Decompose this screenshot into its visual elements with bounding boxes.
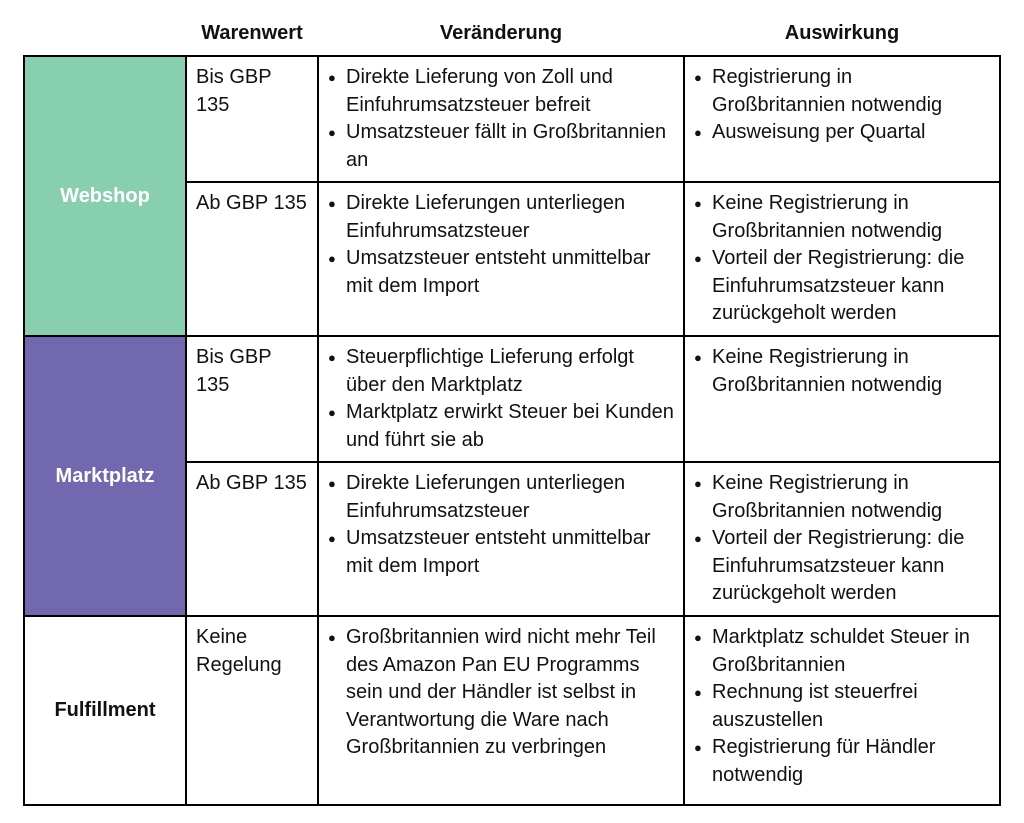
row-2-effect [684,182,1000,336]
header-auswirkung: Auswirkung [784,22,900,44]
category-webshop: Webshop [24,56,186,336]
list-item: ● Direkte Lieferung von Zoll und Einfuhrumsatzsteuer befreit [328,64,674,119]
list-item: ● Umsatzsteuer entsteht unmittelbar mit dem Import [328,245,674,300]
list-item: ● Keine Registrierung in Großbritannien notwendig [694,470,990,525]
header-warenwert: Warenwert [201,22,303,44]
row-1-effect [684,56,1000,182]
column-divider [317,55,319,806]
list-item: ● Großbritannien wird nicht mehr Teil des Amazon Pan EU Programms sein und der Händler ist selbst in Verantwortung die Ware nach Großbritannien zu verbringen [328,624,674,762]
row-3-effect [684,336,1000,462]
category-fulfillment: Fulfillment [24,616,186,805]
row-4-effect [684,462,1000,616]
row-4-change [318,462,684,616]
row-5-value: Keine Regelung [196,626,282,676]
list-item: ● Vorteil der Registrierung: die Einfuhrumsatzsteuer kann zurückgeholt werden [694,525,990,608]
row-divider [186,461,1000,463]
row-1-value: Bis GBP 135 [196,66,272,116]
row-4-value: Ab GBP 135 [196,472,307,494]
row-divider [24,615,1000,617]
list-item: ● Ausweisung per Quartal [694,119,990,147]
list-item: ● Steuerpflichtige Lieferung erfolgt über den Marktplatz [328,344,674,399]
list-item: ● Keine Registrierung in Großbritannien notwendig [694,190,990,245]
list-item: ● Direkte Lieferungen unterliegen Einfuhrumsatzsteuer [328,190,674,245]
row-3-change [318,336,684,462]
row-divider [186,181,1000,183]
list-item: ● Registrierung für Händler notwendig [694,734,990,789]
list-item: ● Umsatzsteuer fällt in Großbritannien an [328,119,674,174]
list-item: ● Rechnung ist steuerfrei auszustellen [694,679,990,734]
header-veraenderung: Veränderung [439,22,563,44]
row-divider [24,335,1000,337]
list-item: ● Direkte Lieferungen unterliegen Einfuhrumsatzsteuer [328,470,674,525]
row-2-change [318,182,684,336]
row-2-value: Ab GBP 135 [196,192,307,214]
column-divider [185,55,187,806]
table-border-bottom [24,804,1000,806]
list-item: ● Marktplatz schuldet Steuer in Großbritannien [694,624,990,679]
table-border-right [999,55,1001,806]
tax-table [24,56,1000,805]
list-item: ● Umsatzsteuer entsteht unmittelbar mit dem Import [328,525,674,580]
table-border-left [23,55,25,806]
row-5-change [318,616,684,805]
list-item: ● Keine Registrierung in Großbritannien notwendig [694,344,990,399]
category-marktplatz: Marktplatz [24,336,186,616]
list-item: ● Marktplatz erwirkt Steuer bei Kunden und führt sie ab [328,399,674,454]
table-border-top [24,55,1000,57]
row-3-value: Bis GBP 135 [196,346,272,396]
row-5-effect [684,616,1000,805]
list-item: ● Registrierung in Großbritannien notwendig [694,64,990,119]
row-1-change [318,56,684,182]
column-divider [683,55,685,806]
list-item: ● Vorteil der Registrierung: die Einfuhrumsatzsteuer kann zurückgeholt werden [694,245,990,328]
